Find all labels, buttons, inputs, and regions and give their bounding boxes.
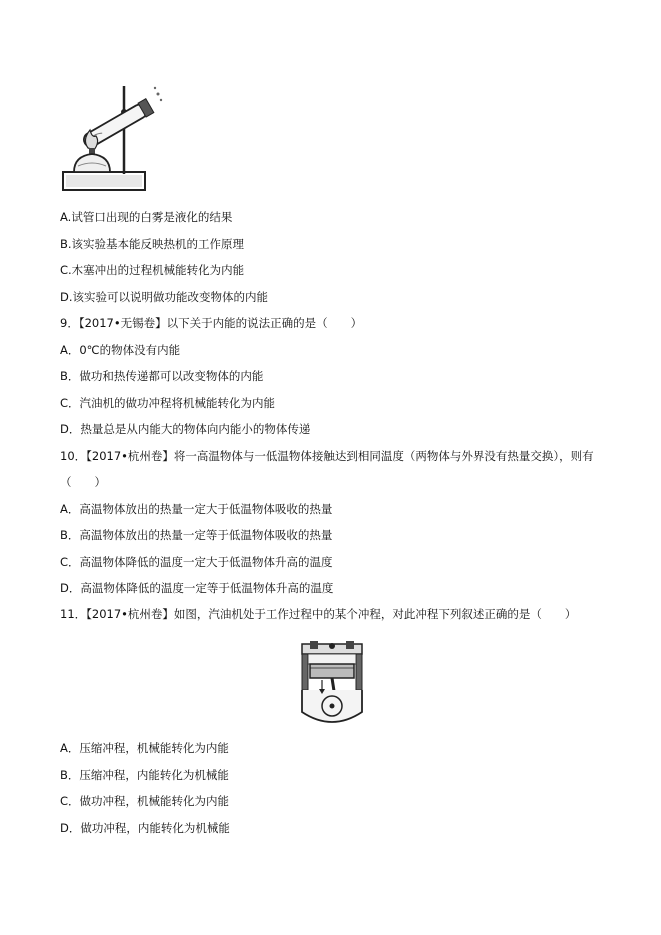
q10-option-a: A．高温物体放出的热量一定大于低温物体吸收的热量 bbox=[60, 502, 333, 516]
q9-option-c: C．汽油机的做功冲程将机械能转化为内能 bbox=[60, 396, 276, 410]
q9-option-b: B．做功和热传递都可以改变物体的内能 bbox=[60, 369, 264, 383]
q8-option-c: C.木塞冲出的过程机械能转化为内能 bbox=[60, 263, 245, 277]
q9-stem: 9．【2017•无锡卷】以下关于内能的说法正确的是（ ） bbox=[60, 316, 363, 330]
q9-option-d: D．热量总是从内能大的物体向内能小的物体传递 bbox=[60, 422, 311, 436]
q10-option-b: B．高温物体放出的热量一定等于低温物体吸收的热量 bbox=[60, 528, 333, 542]
q10-option-d: D．高温物体降低的温度一定等于低温物体升高的温度 bbox=[60, 581, 334, 595]
q11-option-a: A．压缩冲程，机械能转化为内能 bbox=[60, 741, 229, 755]
q11-option-d: D．做功冲程，内能转化为机械能 bbox=[60, 821, 230, 835]
q9-option-a: A．0℃的物体没有内能 bbox=[60, 343, 181, 357]
q11-option-c: C．做功冲程，机械能转化为内能 bbox=[60, 794, 230, 808]
q10-stem-line1: 10．【2017•杭州卷】将一高温物体与一低温物体接触达到相同温度（两物体与外界没有热量交换），则有 bbox=[60, 449, 594, 463]
q8-option-a: A.试管口出现的白雾是液化的结果 bbox=[60, 210, 233, 224]
test-tube-experiment-figure bbox=[60, 84, 165, 196]
engine-cylinder-figure bbox=[296, 640, 368, 728]
q10-stem-line2: （ ） bbox=[60, 475, 106, 489]
q11-stem: 11．【2017•杭州卷】如图，汽油机处于工作过程中的某个冲程，对此冲程下列叙述正确的是（ ） bbox=[60, 607, 577, 621]
q8-option-d: D.该实验可以说明做功能改变物体的内能 bbox=[60, 290, 269, 304]
q10-option-c: C．高温物体降低的温度一定大于低温物体升高的温度 bbox=[60, 555, 333, 569]
q8-option-b: B.该实验基本能反映热机的工作原理 bbox=[60, 237, 245, 251]
q11-option-b: B．压缩冲程，内能转化为机械能 bbox=[60, 768, 229, 782]
